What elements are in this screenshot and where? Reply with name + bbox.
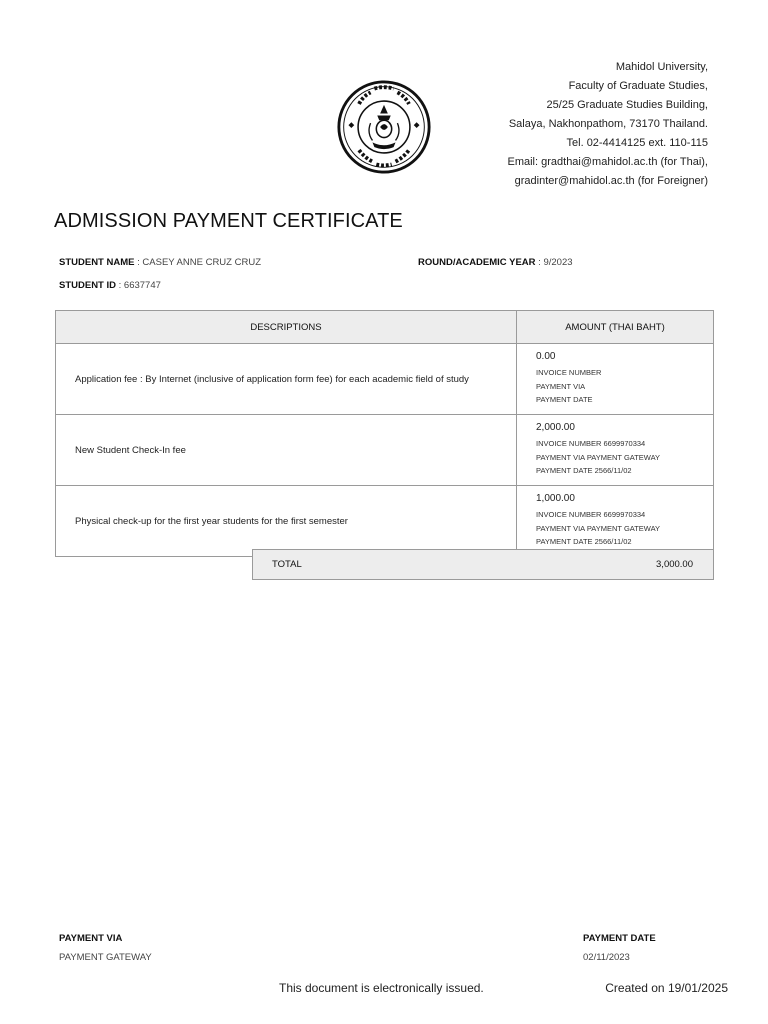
student-name-value: CASEY ANNE CRUZ CRUZ <box>142 257 261 268</box>
document-title: ADMISSION PAYMENT CERTIFICATE <box>54 210 403 232</box>
university-address-block <box>388 58 708 191</box>
footer-payment-via-label: PAYMENT VIA <box>59 933 123 944</box>
footer-payment-date-value: 02/11/2023 <box>583 952 630 963</box>
total-value: 3,000.00 <box>656 559 693 570</box>
row-amount-cell <box>517 486 714 557</box>
row-description: New Student Check-In fee <box>56 415 517 486</box>
row-amount-cell <box>517 344 714 415</box>
row-payment-date: PAYMENT DATE 2566/11/02 <box>536 537 632 547</box>
address-line: Salaya, Nakhonpathom, 73170 Thailand. <box>508 118 708 130</box>
student-id-value: 6637747 <box>123 280 161 291</box>
round-year-label: ROUND/ACADEMIC YEAR <box>418 257 536 268</box>
descriptions-header: DESCRIPTIONS <box>56 311 517 344</box>
table-row <box>56 344 714 415</box>
round-year-value: 9/2023 <box>543 257 573 268</box>
address-line: Email: gradthai@mahidol.ac.th (for Thai), <box>507 156 708 168</box>
total-label: TOTAL <box>272 559 302 570</box>
row-amount: 0.00 <box>536 351 556 363</box>
total-row <box>252 549 714 580</box>
footer-payment-via <box>59 933 152 963</box>
student-id-field: STUDENT ID : 6637747 <box>59 280 161 291</box>
footer-payment-via-value: PAYMENT GATEWAY <box>59 952 152 963</box>
payment-table <box>55 310 714 557</box>
address-line: 25/25 Graduate Studies Building, <box>546 99 708 111</box>
row-payment-via: PAYMENT VIA PAYMENT GATEWAY <box>536 523 661 533</box>
student-name-field: STUDENT NAME : CASEY ANNE CRUZ CRUZ <box>59 257 261 268</box>
row-payment-via: PAYMENT VIA PAYMENT GATEWAY <box>536 452 661 462</box>
row-amount: 1,000.00 <box>536 493 575 505</box>
created-date-note: Created on 19/01/2025 <box>605 981 728 995</box>
table-row <box>56 486 714 557</box>
round-year-field: ROUND/ACADEMIC YEAR : 9/2023 <box>418 257 573 268</box>
student-name-label: STUDENT NAME <box>59 257 135 268</box>
row-payment-via: PAYMENT VIA <box>536 381 586 391</box>
address-line: Mahidol University, <box>615 61 708 73</box>
row-description: Application fee : By Internet (inclusive of application form fee) for each academic field of study <box>56 344 517 415</box>
row-amount-cell <box>517 415 714 486</box>
row-invoice: INVOICE NUMBER 6699970334 <box>536 510 646 520</box>
address-line: Tel. 02-4414125 ext. 110-115 <box>566 137 708 149</box>
row-payment-date: PAYMENT DATE <box>536 395 593 405</box>
row-payment-date: PAYMENT DATE 2566/11/02 <box>536 466 632 476</box>
student-id-label: STUDENT ID <box>59 280 116 291</box>
footer-payment-date-label: PAYMENT DATE <box>583 933 656 944</box>
electronic-issue-note: This document is electronically issued. <box>279 981 484 995</box>
amount-header: AMOUNT (THAI BAHT) <box>517 311 714 344</box>
table-header-row <box>56 311 714 344</box>
row-invoice: INVOICE NUMBER <box>536 368 602 378</box>
footer-payment-date <box>583 933 656 963</box>
address-line: Faculty of Graduate Studies, <box>568 80 708 92</box>
row-invoice: INVOICE NUMBER 6699970334 <box>536 439 646 449</box>
address-line: gradinter@mahidol.ac.th (for Foreigner) <box>514 175 708 187</box>
row-description: Physical check-up for the first year students for the first semester <box>56 486 517 557</box>
row-amount: 2,000.00 <box>536 422 575 434</box>
table-row <box>56 415 714 486</box>
